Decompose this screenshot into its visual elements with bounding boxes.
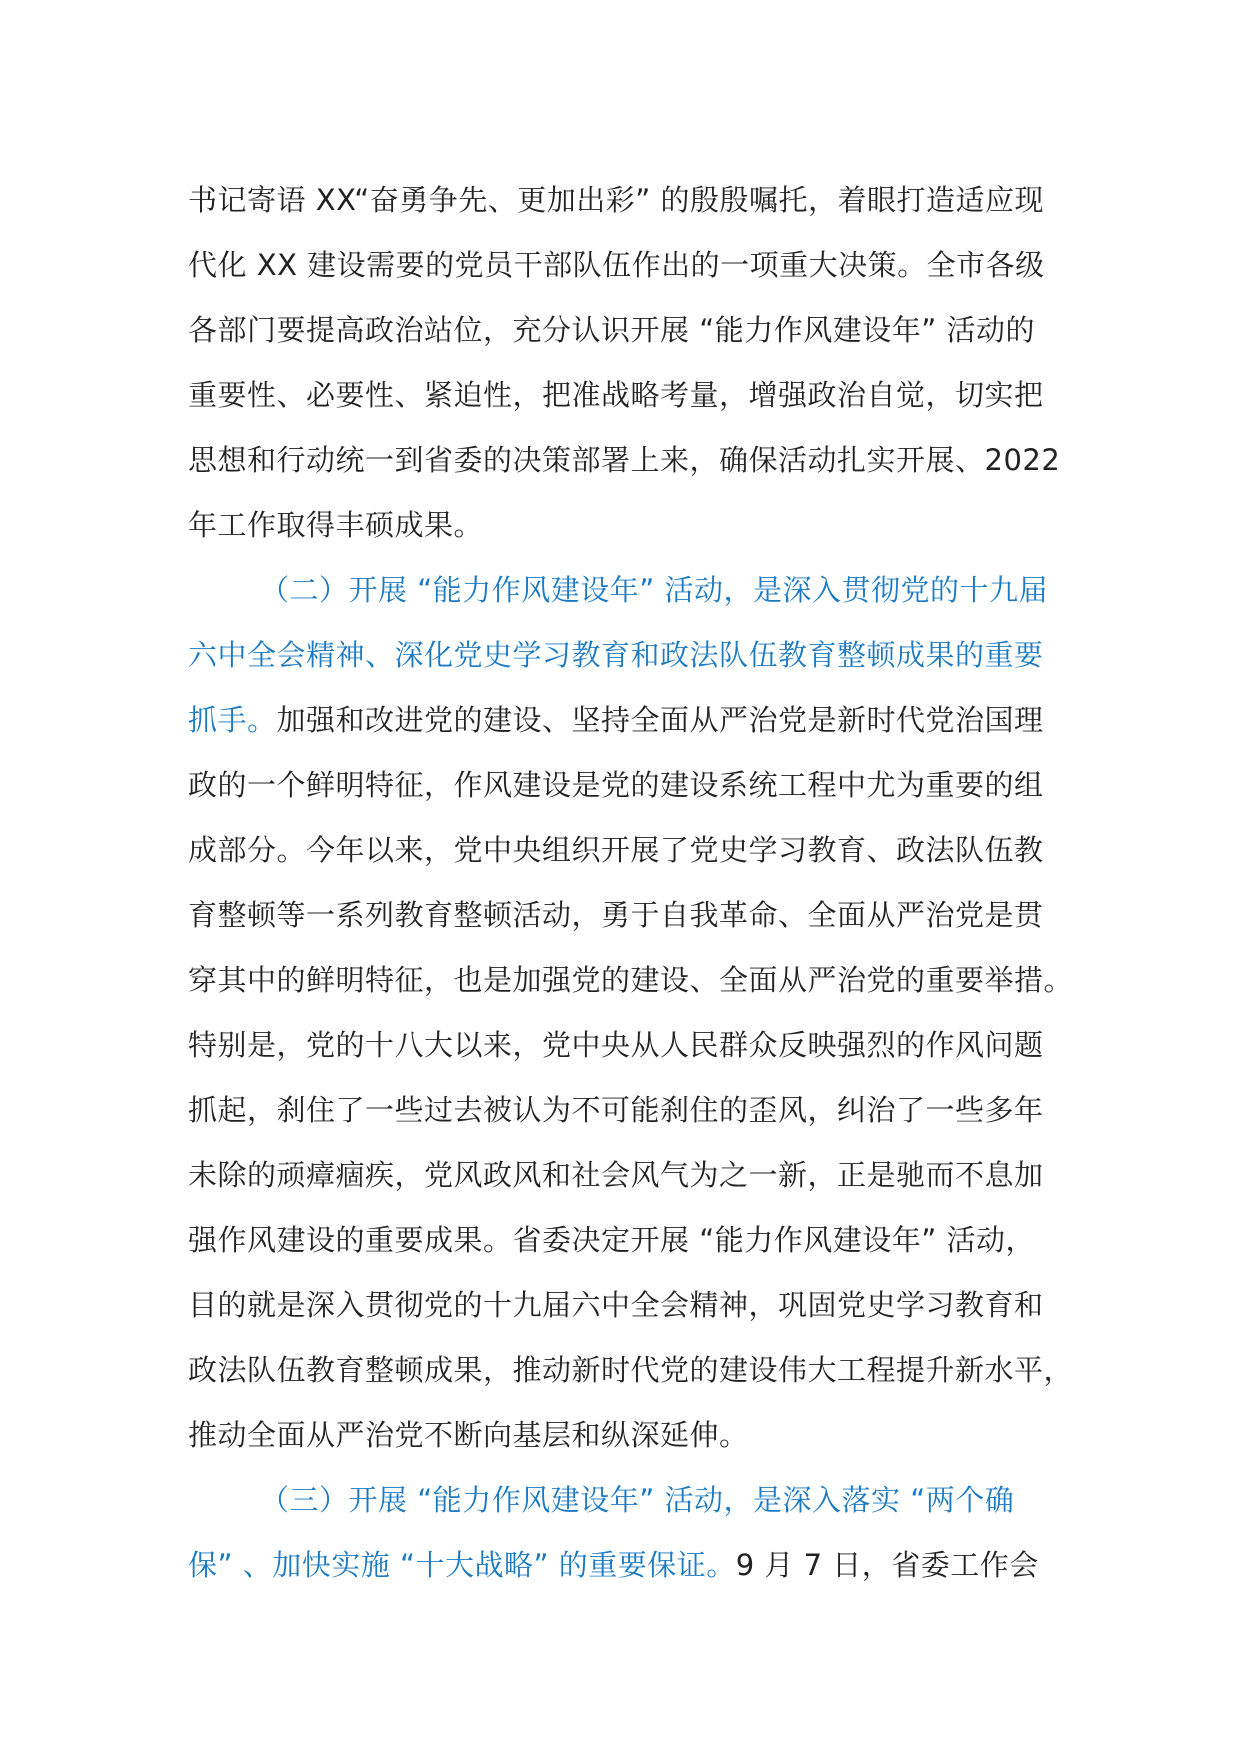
body-text: 加强和改进党的建设、坚持全面从严治党是新时代党治国理 xyxy=(276,703,1044,737)
body-text: 育整顿等一系列教育整顿活动，勇于自我革命、全面从严治党是贯 xyxy=(188,898,1044,932)
body-text: 抓起，刹住了一些过去被认为不可能刹住的歪风，纠治了一些多年 xyxy=(188,1093,1044,1127)
document-body xyxy=(188,168,1074,1598)
body-text: 政的一个鲜明特征，作风建设是党的建设系统工程中尤为重要的组 xyxy=(188,768,1044,802)
body-text: 9 月 7 日，省委工作会 xyxy=(735,1548,1039,1582)
body-text: 重要性、必要性、紧迫性，把准战略考量，增强政治自觉，切实把 xyxy=(188,378,1044,412)
body-text: 思想和行动统一到省委的决策部署上来，确保活动扎实开展、2022 xyxy=(188,443,1061,477)
body-text: 年工作取得丰硕成果。 xyxy=(188,508,484,542)
paragraph-line xyxy=(188,493,1068,558)
section-heading-text: （二）开展 “能力作风建设年” 活动，是深入贯彻党的十九届 xyxy=(260,573,1048,607)
paragraph-line xyxy=(188,688,1068,753)
paragraph-line xyxy=(188,883,1068,948)
body-text: 书记寄语 XX“奋勇争先、更加出彩” 的殷殷嘱托，着眼打造适应现 xyxy=(188,183,1044,217)
section-heading-line xyxy=(188,1468,1068,1533)
paragraph-line xyxy=(188,168,1068,233)
body-text: 穿其中的鲜明特征，也是加强党的建设、全面从严治党的重要举措。 xyxy=(188,963,1074,997)
section-heading-text: 保” 、加快实施 “十大战略” 的重要保证。 xyxy=(188,1548,736,1582)
body-text: 推动全面从严治党不断向基层和纵深延伸。 xyxy=(188,1418,749,1452)
body-text: 代化 XX 建设需要的党员干部队伍作出的一项重大决策。全市各级 xyxy=(188,248,1045,282)
body-text: 强作风建设的重要成果。省委决定开展 “能力作风建设年” 活动， xyxy=(188,1223,1035,1257)
paragraph-line xyxy=(188,948,1074,1013)
paragraph-line xyxy=(188,363,1068,428)
paragraph-line xyxy=(188,818,1068,883)
body-text: 政法队伍教育整顿成果，推动新时代党的建设伟大工程提升新水平， xyxy=(188,1353,1074,1387)
paragraph-line xyxy=(188,753,1068,818)
paragraph-line xyxy=(188,298,1068,363)
section-heading-text: 抓手。 xyxy=(188,703,277,737)
section-heading-line xyxy=(188,558,1068,623)
body-text: 目的就是深入贯彻党的十九届六中全会精神，巩固党史学习教育和 xyxy=(188,1288,1044,1322)
paragraph-line xyxy=(188,1338,1074,1403)
paragraph-line xyxy=(188,1533,1068,1598)
body-text: 特别是，党的十八大以来，党中央从人民群众反映强烈的作风问题 xyxy=(188,1028,1044,1062)
body-text: 各部门要提高政治站位，充分认识开展 “能力作风建设年” 活动的 xyxy=(188,313,1035,347)
paragraph-line xyxy=(188,1013,1068,1078)
section-heading-text: 六中全会精神、深化党史学习教育和政法队伍教育整顿成果的重要 xyxy=(188,638,1044,672)
body-text: 成部分。今年以来，党中央组织开展了党史学习教育、政法队伍教 xyxy=(188,833,1044,867)
section-heading-text: （三）开展 “能力作风建设年” 活动，是深入落实 “两个确 xyxy=(260,1483,1015,1517)
paragraph-line xyxy=(188,1078,1068,1143)
paragraph-line xyxy=(188,233,1068,298)
paragraph-line xyxy=(188,1403,1068,1468)
paragraph-line xyxy=(188,428,1068,493)
paragraph-line xyxy=(188,1143,1068,1208)
section-heading-line xyxy=(188,623,1068,688)
body-text: 未除的顽瘴痼疾，党风政风和社会风气为之一新，正是驰而不息加 xyxy=(188,1158,1044,1192)
paragraph-line xyxy=(188,1273,1068,1338)
paragraph-line xyxy=(188,1208,1068,1273)
